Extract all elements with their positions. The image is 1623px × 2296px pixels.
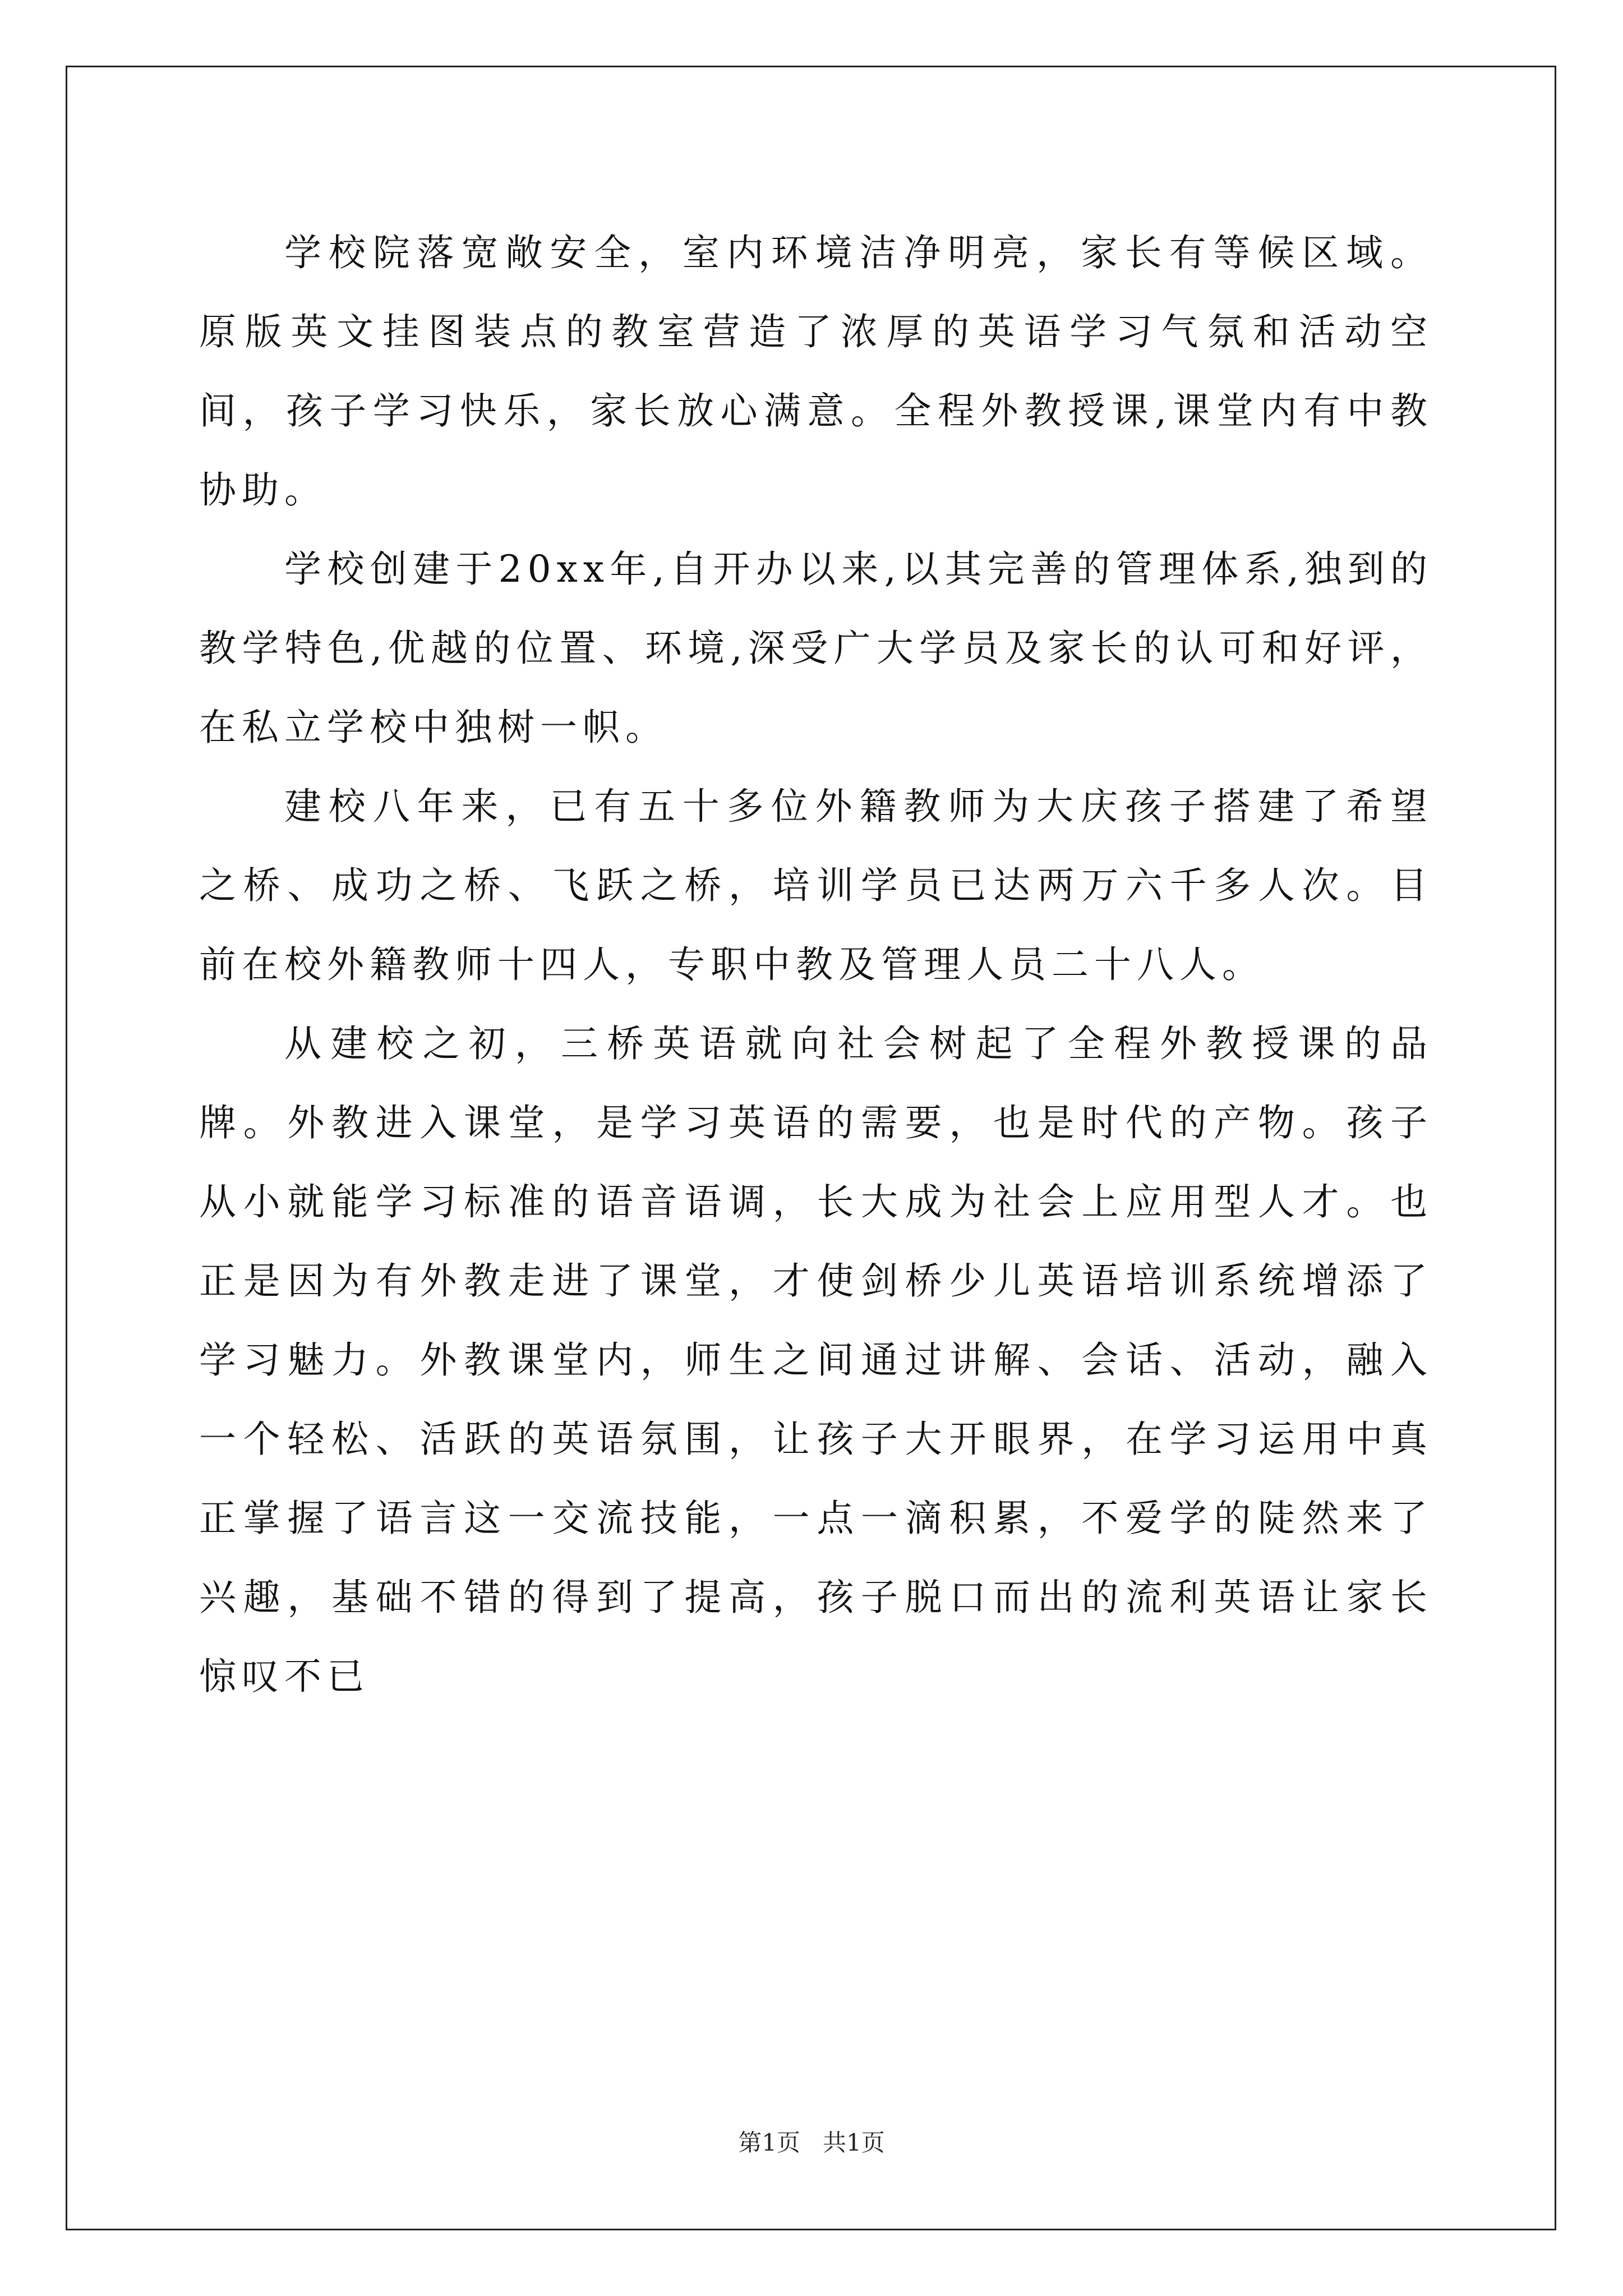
paragraph-2: 学校创建于20xx年,自开办以来,以其完善的管理体系,独到的教学特色,优越的位置、环境,深受广大学员及家长的认可和好评，在私立学校中独树一帜。 xyxy=(199,547,1433,749)
paragraph-4: 从建校之初，三桥英语就向社会树起了全程外教授课的品牌。外教进入课堂，是学习英语的需要，也是时代的产物。孩子从小就能学习标准的语音语调，长大成为社会上应用型人才。也正是因为有外教走进了课堂，才使剑桥少儿英语培训系统增添了学习魅力。外教课堂内，师生之间通过讲解、会话、活动，融入一个轻松、活跃的英语氛围，让孩子大开眼界，在学习运用中真正掌握了语言这一交流技能，一点一滴积累，不爱学的陡然来了兴趣，基础不错的得到了提高，孩子脱口而出的流利英语让家长惊叹不已 xyxy=(199,1022,1433,1698)
paragraph-3: 建校八年来，已有五十多位外籍教师为大庆孩子搭建了希望之桥、成功之桥、飞跃之桥，培训学员已达两万六千多人次。目前在校外籍教师十四人，专职中教及管理人员二十八人。 xyxy=(199,785,1433,986)
page-number-footer: 第1页 共1页 xyxy=(738,2129,885,2156)
paragraph-1: 学校院落宽敞安全，室内环境洁净明亮，家长有等候区域。原版英文挂图装点的教室营造了浓厚的英语学习气氛和活动空间，孩子学习快乐，家长放心满意。全程外教授课,课堂内有中教协助。 xyxy=(199,231,1433,512)
document-body xyxy=(199,213,1433,1716)
